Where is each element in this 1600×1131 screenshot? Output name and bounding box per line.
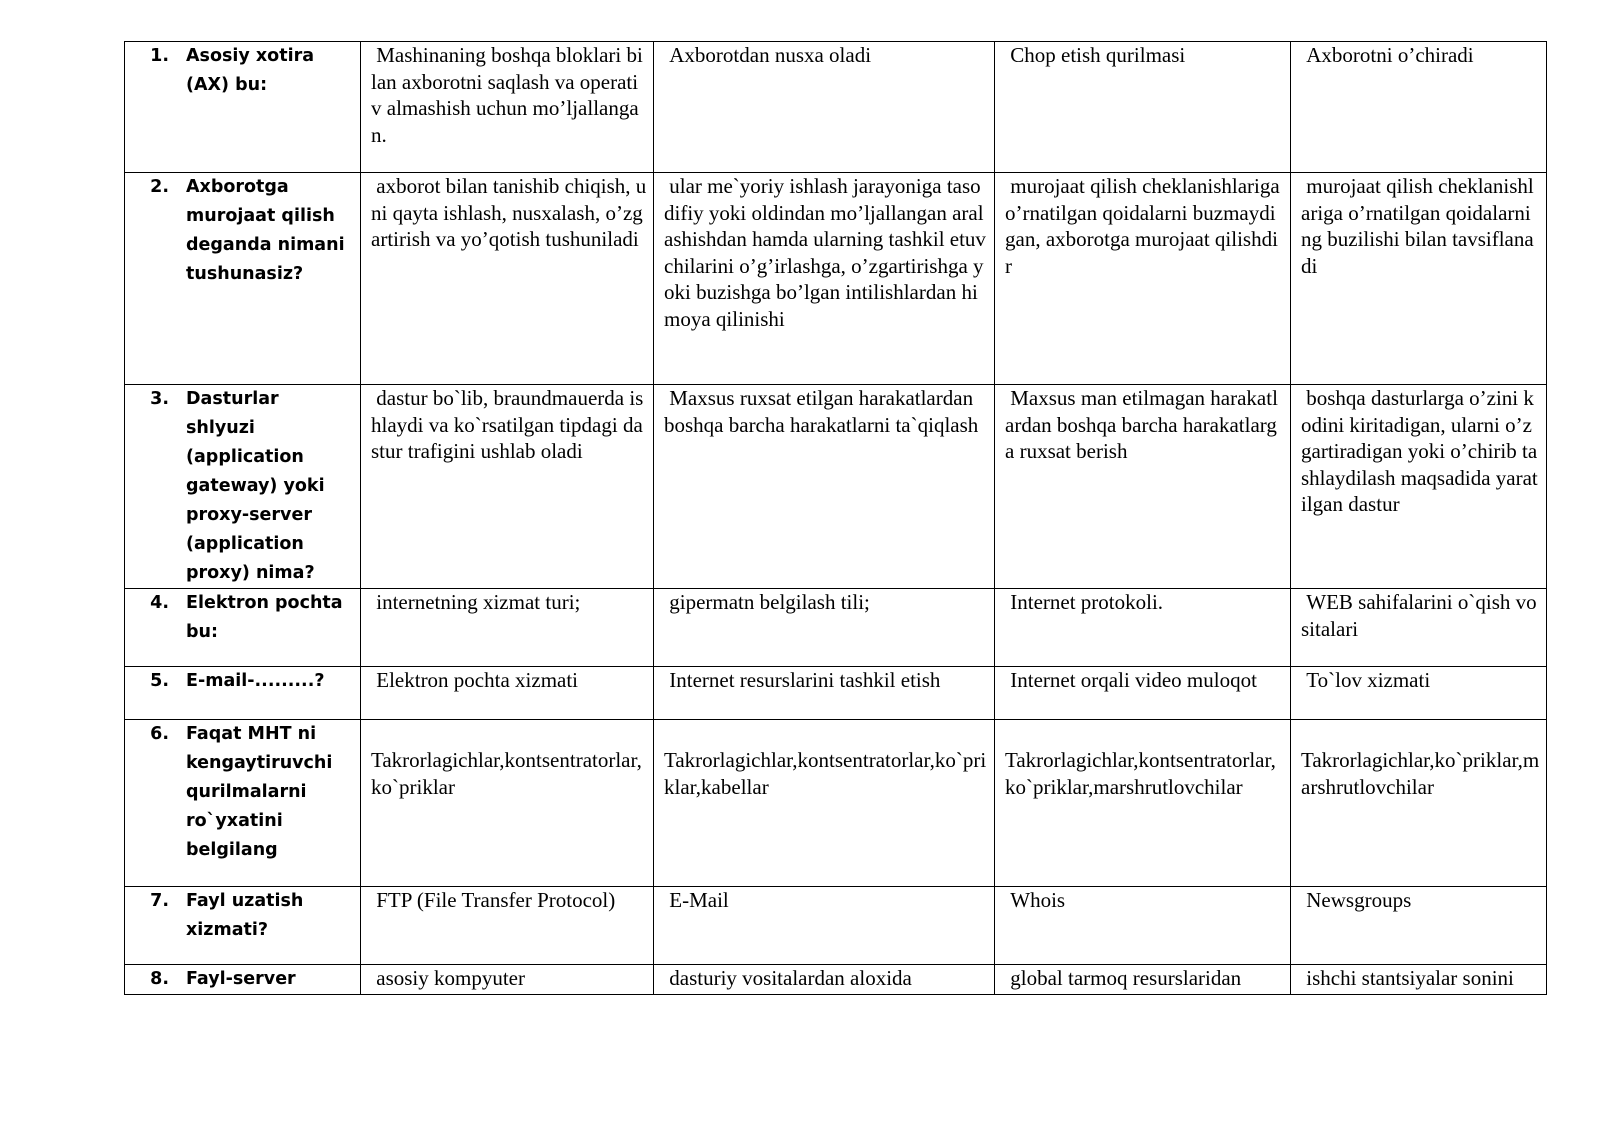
question-number: 1. [150,46,169,66]
question-row [125,965,1547,995]
answer-option: ishchi stantsiyalar sonini [1291,965,1547,995]
answer-option: axborot bilan tanishib chiqish, uni qayta ishlash, nusxalash, o’zgartirish va yo’qotish tushuniladi [361,173,654,385]
question-cell [125,385,361,589]
question-row [125,667,1547,720]
question-cell [125,589,361,667]
question-cell [125,173,361,385]
answer-option: Maxsus man etilmagan harakatlardan boshqa barcha harakatlarga ruxsat berish [995,385,1291,589]
question-row [125,42,1547,173]
answer-option: Takrorlagichlar,kontsentratorlar,ko`priklar,kabellar [654,720,995,887]
question-text: Elektron pochta bu: [186,593,343,642]
answer-option: Takrorlagichlar,ko`priklar,marshrutlovchilar [1291,720,1547,887]
answer-option: internetning xizmat turi; [361,589,654,667]
answer-option: WEB sahifalarini o`qish vositalari [1291,589,1547,667]
answer-option: Elektron pochta xizmati [361,667,654,720]
answer-option: Internet protokoli. [995,589,1291,667]
question-row [125,385,1547,589]
question-text: Axborotga murojaat qilish deganda nimani tushunasiz? [186,177,345,284]
answer-option: dasturiy vositalardan aloxida [654,965,995,995]
answer-option: Mashinaning boshqa bloklari bilan axborotni saqlash va operativ almashish uchun mo’ljallangan. [361,42,654,173]
question-number: 5. [150,671,169,691]
quiz-table [124,41,1547,995]
answer-option: gipermatn belgilash tili; [654,589,995,667]
answer-option: E-Mail [654,887,995,965]
answer-option: FTP (File Transfer Protocol) [361,887,654,965]
question-cell [125,42,361,173]
question-number: 4. [150,593,169,613]
answer-option: Axborotdan nusxa oladi [654,42,995,173]
question-cell [125,887,361,965]
answer-option: murojaat qilish cheklanishlariga o’rnatilgan qoidalarning buzilishi bilan tavsiflanadi [1291,173,1547,385]
question-number: 8. [150,969,169,989]
answer-option: Internet resurslarini tashkil etish [654,667,995,720]
answer-option: Internet orqali video muloqot [995,667,1291,720]
answer-option: Newsgroups [1291,887,1547,965]
answer-option: To`lov xizmati [1291,667,1547,720]
answer-option: Maxsus ruxsat etilgan harakatlardan boshqa barcha harakatlarni ta`qiqlash [654,385,995,589]
answer-option: dastur bo`lib, braundmauerda ishlaydi va ko`rsatilgan tipdagi dastur trafigini ushlab oladi [361,385,654,589]
answer-option: Chop etish qurilmasi [995,42,1291,173]
question-text: Fayl-server [186,969,296,989]
question-cell [125,667,361,720]
answer-option: asosiy kompyuter [361,965,654,995]
question-number: 6. [150,724,169,744]
question-number: 7. [150,891,169,911]
question-row [125,589,1547,667]
question-number: 3. [150,389,169,409]
question-cell [125,965,361,995]
answer-option: global tarmoq resurslaridan [995,965,1291,995]
question-row [125,173,1547,385]
question-number: 2. [150,177,169,197]
question-cell [125,720,361,887]
question-text: Asosiy xotira (AX) bu: [186,46,315,95]
answer-option: Whois [995,887,1291,965]
question-text: E-mail-.........? [186,671,325,691]
question-text: Dasturlar shlyuzi (application gateway) yoki proxy-server (application proxy) nima? [186,389,325,583]
question-text: Fayl uzatish xizmati? [186,891,304,940]
answer-option: Takrorlagichlar,kontsentratorlar,ko`priklar,marshrutlovchilar [995,720,1291,887]
question-text: Faqat MHT ni kengaytiruvchi qurilmalarni ro`yxatini belgilang [186,724,333,860]
question-row [125,720,1547,887]
answer-option: Axborotni o’chiradi [1291,42,1547,173]
question-row [125,887,1547,965]
answer-option: murojaat qilish cheklanishlariga o’rnatilgan qoidalarni buzmaydigan, axborotga murojaat qilishdir [995,173,1291,385]
answer-option: boshqa dasturlarga o’zini kodini kiritadigan, ularni o’zgartiradigan yoki o’chirib tashlaydilash maqsadida yaratilgan dastur [1291,385,1547,589]
answer-option: Takrorlagichlar,kontsentratorlar,ko`priklar [361,720,654,887]
answer-option: ular me`yoriy ishlash jarayoniga tasodifiy yoki oldindan mo’ljallangan aralashishdan hamda ularning tashkil etuvchilarini o’g’irlashga, o’zgartirishga yoki buzishga bo’lgan intilishlardan himoya qilinishi [654,173,995,385]
